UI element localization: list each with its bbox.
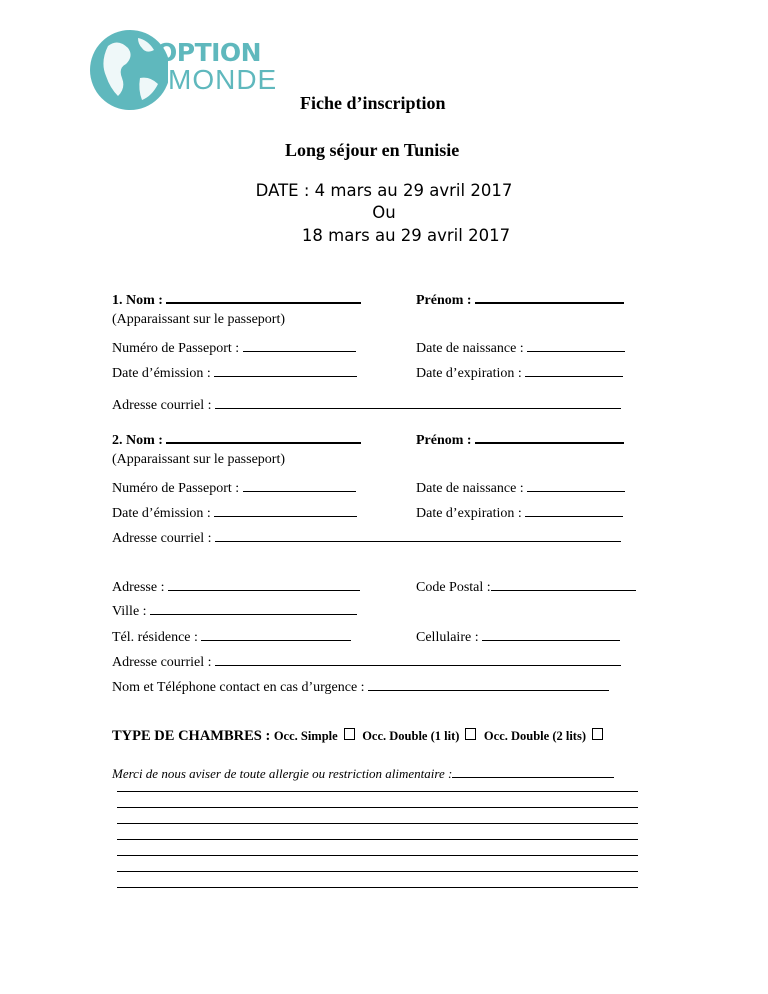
allergies-rule-1[interactable] [117,791,638,792]
person1-emission-label: Date d’émission : [112,366,211,381]
allergies-rule-2[interactable] [117,807,638,808]
chambres-double1-checkbox[interactable] [465,728,476,740]
person1-note: (Apparaissant sur le passeport) [112,312,286,327]
logo-word-option: OPTION [156,38,262,67]
person2-nom-field[interactable] [112,428,361,449]
allergies-rule-4[interactable] [117,839,638,840]
person2-passeport-line[interactable] [243,477,356,492]
person2-prenom-field[interactable] [416,428,624,449]
person1-courriel-label: Adresse courriel : [112,398,212,413]
allergies-label: Merci de nous aviser de toute allergie ou restriction alimentaire : [112,766,453,781]
person1-naissance-line[interactable] [527,337,625,352]
chambres-double1-label: Occ. Double (1 lit) [362,729,460,743]
person2-expiration-label: Date d’expiration : [416,506,522,521]
chambres-double2-label: Occ. Double (2 lits) [483,729,586,743]
person2-note: (Apparaissant sur le passeport) [112,452,286,467]
person2-nom-label: 2. Nom : [112,433,163,448]
page-subtitle: Long séjour en Tunisie [285,140,460,160]
person1-nom-field[interactable] [112,288,361,309]
ville-label: Ville : [112,604,147,619]
contact-courriel-label: Adresse courriel : [112,655,212,670]
ville-line[interactable] [150,600,357,615]
chambres-simple-label: Occ. Simple [273,729,338,743]
adresse-line[interactable] [168,576,360,591]
date-line-1: DATE : 4 mars au 29 avril 2017 [255,181,513,200]
tel-field[interactable] [112,626,351,646]
person2-courriel-label: Adresse courriel : [112,531,212,546]
person2-nom-line[interactable] [166,428,361,444]
adresse-field[interactable] [112,576,360,596]
page-title: Fiche d’inscription [300,93,446,113]
person2-naissance-field[interactable] [416,477,625,497]
date-line-3: 18 mars au 29 avril 2017 [301,226,511,245]
person1-prenom-label: Prénom : [416,293,472,308]
adresse-label: Adresse : [112,580,165,595]
person2-courriel-field[interactable] [112,527,621,547]
person2-emission-line[interactable] [214,502,357,517]
code-postal-field[interactable] [416,576,636,596]
person2-courriel-line[interactable] [215,527,621,542]
person1-expiration-field[interactable] [416,362,623,382]
person1-naissance-field[interactable] [416,337,625,357]
person1-nom-line[interactable] [166,288,361,304]
person2-prenom-line[interactable] [475,428,624,444]
person1-naissance-label: Date de naissance : [416,341,524,356]
allergies-rule-3[interactable] [117,823,638,824]
person1-expiration-line[interactable] [525,362,623,377]
person1-nom-label: 1. Nom : [112,293,163,308]
allergies-field[interactable] [112,763,614,782]
contact-courriel-line[interactable] [215,651,621,666]
person2-passeport-label: Numéro de Passeport : [112,481,240,496]
person1-emission-field[interactable] [112,362,357,382]
person1-passeport-field[interactable] [112,337,356,357]
tel-label: Tél. résidence : [112,630,198,645]
person1-courriel-line[interactable] [215,394,621,409]
code-postal-line[interactable] [491,576,636,591]
cellulaire-label: Cellulaire : [416,630,479,645]
person1-expiration-label: Date d’expiration : [416,366,522,381]
chambres-label: TYPE DE CHAMBRES : [112,728,271,744]
person2-naissance-label: Date de naissance : [416,481,524,496]
date-line-2: Ou [372,203,396,222]
allergies-rule-5[interactable] [117,855,638,856]
chambres-double2-checkbox[interactable] [592,728,603,740]
chambres-row [112,728,607,745]
person2-prenom-label: Prénom : [416,433,472,448]
chambres-simple-checkbox[interactable] [344,728,355,740]
person2-emission-label: Date d’émission : [112,506,211,521]
person2-expiration-line[interactable] [525,502,623,517]
person1-prenom-line[interactable] [475,288,624,304]
person2-passeport-field[interactable] [112,477,356,497]
cellulaire-field[interactable] [416,626,620,646]
contact-courriel-field[interactable] [112,651,621,671]
allergies-rule-6[interactable] [117,871,638,872]
person1-passeport-line[interactable] [243,337,356,352]
ville-field[interactable] [112,600,357,620]
code-postal-label: Code Postal : [416,580,491,595]
urgence-line[interactable] [368,676,609,691]
urgence-label: Nom et Téléphone contact en cas d’urgence : [112,680,365,695]
urgence-field[interactable] [112,676,609,696]
person1-prenom-field[interactable] [416,288,624,309]
person1-courriel-field[interactable] [112,394,621,414]
person1-emission-line[interactable] [214,362,357,377]
person2-naissance-line[interactable] [527,477,625,492]
logo-word-monde: MONDE [168,64,278,95]
person2-expiration-field[interactable] [416,502,623,522]
person2-emission-field[interactable] [112,502,357,522]
logo [88,18,308,118]
allergies-line[interactable] [452,763,614,778]
cellulaire-line[interactable] [482,626,620,641]
allergies-rule-7[interactable] [117,887,638,888]
globe-icon [88,18,168,118]
person1-passeport-label: Numéro de Passeport : [112,341,240,356]
tel-line[interactable] [201,626,351,641]
